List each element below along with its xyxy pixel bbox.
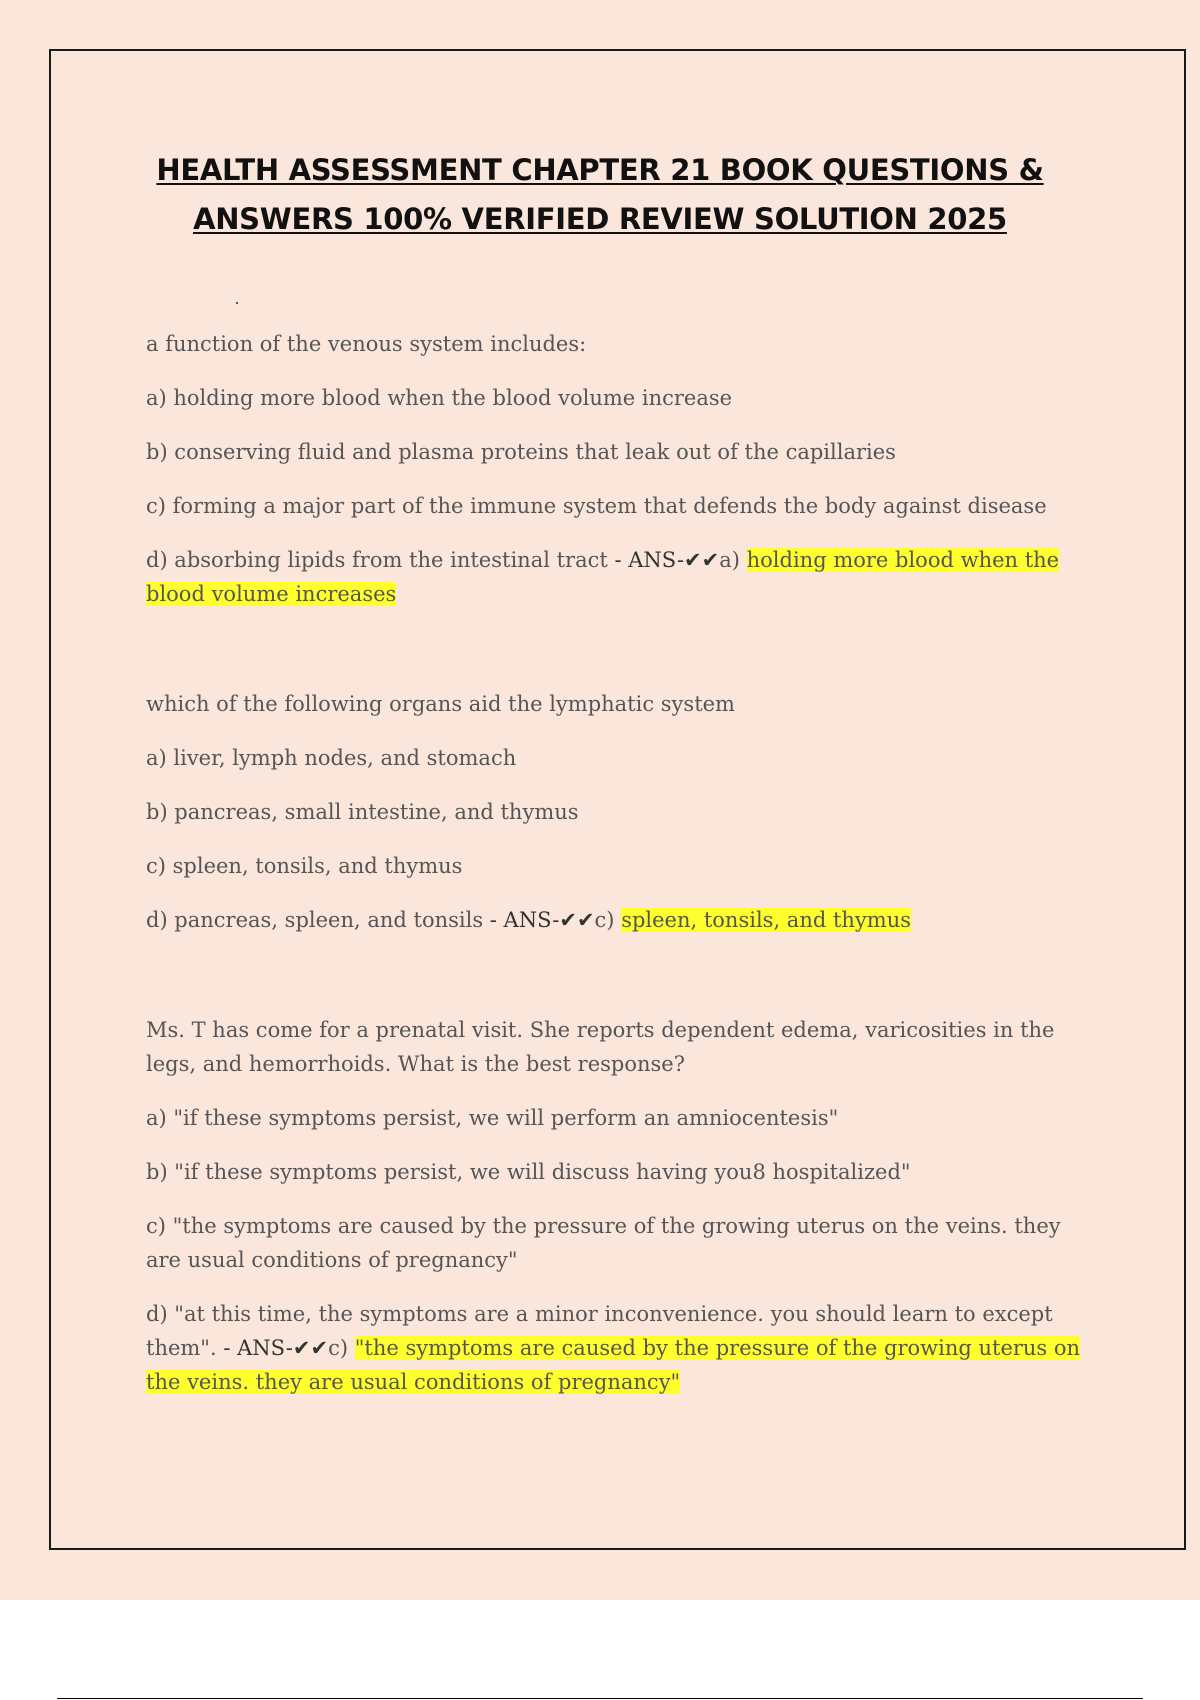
question-stem: which of the following organs aid the lymphatic system — [146, 692, 735, 716]
option-c: c) forming a major part of the immune system that defends the body against disease — [146, 494, 1047, 518]
document-title: HEALTH ASSESSMENT CHAPTER 21 BOOK QUESTIONS & ANSWERS 100% VERIFIED REVIEW SOLUTION 2025 — [156, 153, 1044, 236]
option-c: c) "the symptoms are caused by the pressure of the growing uterus on the veins. they are usual conditions of pregnancy" — [146, 1214, 1061, 1272]
option-d: d) absorbing lipids from the intestinal tract — [146, 548, 608, 572]
question-block-3 — [146, 1013, 1096, 1419]
option-b: b) conserving fluid and plasma proteins that leak out of the capillaries — [146, 440, 896, 464]
option-b: b) "if these symptoms persist, we will discuss having you8 hospitalized" — [146, 1160, 911, 1184]
option-d-with-answer — [146, 1297, 1096, 1399]
question-stem: Ms. T has come for a prenatal visit. She reports dependent edema, varicosities in the legs, and hemorrhoids. What is the best response? — [146, 1018, 1055, 1076]
answer-marker: - ANS-✔✔ — [607, 548, 720, 572]
next-page-top-rule — [57, 1698, 1143, 1699]
answer-letter: c) — [328, 1336, 355, 1360]
option-b: b) pancreas, small intestine, and thymus — [146, 800, 579, 824]
option-d: d) "at this time, the symptoms are a minor inconvenience. you should learn to except them". — [146, 1302, 1053, 1360]
option-a: a) "if these symptoms persist, we will perform an amniocentesis" — [146, 1106, 839, 1130]
question-block-1 — [146, 327, 1096, 631]
option-d-with-answer — [146, 543, 1096, 611]
option-d: d) pancreas, spleen, and tonsils — [146, 908, 484, 932]
question-block-2 — [146, 687, 1096, 957]
answer-letter: c) — [594, 908, 622, 932]
stray-dot — [236, 302, 238, 304]
highlighted-answer: spleen, tonsils, and thymus — [621, 908, 912, 932]
answer-marker: - ANS-✔✔ — [216, 1336, 329, 1360]
option-d-with-answer — [146, 903, 1096, 937]
highlighted-answer: holding more blood when the blood volume increases — [146, 548, 1060, 606]
option-a: a) liver, lymph nodes, and stomach — [146, 746, 517, 770]
answer-letter: a) — [719, 548, 747, 572]
question-stem: a function of the venous system includes: — [146, 332, 587, 356]
option-c: c) spleen, tonsils, and thymus — [146, 854, 463, 878]
option-a: a) holding more blood when the blood volume increase — [146, 386, 733, 410]
answer-marker: - ANS-✔✔ — [483, 908, 595, 932]
highlighted-answer: "the symptoms are caused by the pressure of the growing uterus on the veins. they are usual conditions of pregnancy" — [146, 1336, 1081, 1394]
